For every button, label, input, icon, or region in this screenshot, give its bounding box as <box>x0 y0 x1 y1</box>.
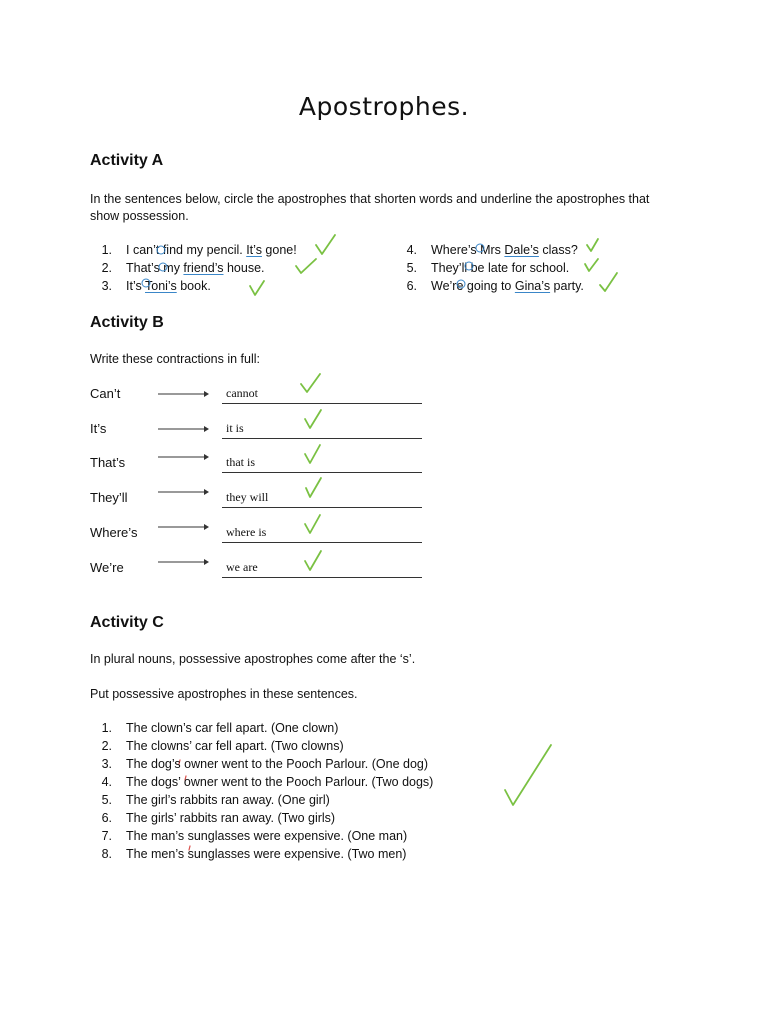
list-item: 4. The dogs’ owner went to the Pooch Parlour. (Two dogs) <box>101 775 434 789</box>
circle-mark-icon <box>476 244 484 252</box>
list-item: 2. The clowns’ car fell apart. (Two clowns) <box>101 739 344 753</box>
check-mark-icon <box>250 281 264 295</box>
circle-mark-icon <box>465 262 473 270</box>
activity-b-instructions: Write these contractions in full: <box>90 352 260 366</box>
arrow-right-icon <box>158 389 210 399</box>
activity-a-instructions: In the sentences below, circle the apostrophes that shorten words and underline the apostrophes that show possession. <box>90 192 650 223</box>
list-item: 1. The clown’s car fell apart. (One clown) <box>101 721 339 735</box>
list-item: 4. Where’s Mrs Dale’s class? <box>406 243 578 257</box>
circle-mark-icon <box>457 280 465 288</box>
answer-field[interactable]: they will <box>222 489 422 508</box>
list-item: 7. The man’s sunglasses were expensive. (One man) <box>101 829 408 843</box>
circle-mark-icon <box>142 279 150 287</box>
activity-c-heading: Activity C <box>90 614 164 631</box>
list-item: 6. The girls’ rabbits ran away. (Two girls) <box>101 811 336 825</box>
arrow-right-icon <box>158 557 210 567</box>
list-item: 2. That’s my friend’s house. <box>101 261 265 275</box>
list-item: 8. The men’s sunglasses were expensive. (Two men) <box>101 847 407 861</box>
answer-field[interactable]: where is <box>222 524 422 543</box>
activity-a-heading: Activity A <box>90 152 164 169</box>
arrow-right-icon <box>158 452 210 462</box>
check-mark-icon <box>585 259 598 271</box>
list-item: 3. It’s Toni’s book. <box>101 279 211 293</box>
circle-mark-icon <box>157 246 165 254</box>
list-item: 3. The dog’s owner went to the Pooch Parlour. (One dog) <box>101 757 429 771</box>
activity-c-instructions: Put possessive apostrophes in these sentences. <box>90 687 358 701</box>
activity-b-heading: Activity B <box>90 314 164 331</box>
arrow-right-icon <box>158 522 210 532</box>
check-mark-icon <box>587 239 598 251</box>
answer-field[interactable]: that is <box>222 454 422 473</box>
answer-field[interactable]: cannot <box>222 385 422 404</box>
answer-field[interactable]: it is <box>222 420 422 439</box>
page-title: Apostrophes. <box>298 92 470 121</box>
activity-c-rule: In plural nouns, possessive apostrophes come after the ‘s’. <box>90 652 416 666</box>
list-item: 5. They’ll be late for school. <box>406 261 570 275</box>
arrow-right-icon <box>158 424 210 434</box>
check-mark-icon <box>296 259 316 273</box>
list-item: 6. We’re going to Gina’s party. <box>406 279 584 293</box>
check-mark-icon <box>505 745 551 805</box>
list-item: 1. I can’t find my pencil. It’s gone! <box>101 243 297 257</box>
list-item: 5. The girl’s rabbits ran away. (One girl) <box>101 793 330 807</box>
circle-mark-icon <box>159 263 167 271</box>
check-mark-icon <box>600 273 617 291</box>
arrow-right-icon <box>158 487 210 497</box>
check-mark-icon <box>316 235 335 254</box>
answer-field[interactable]: we are <box>222 559 422 578</box>
activity-c-list <box>90 719 433 863</box>
